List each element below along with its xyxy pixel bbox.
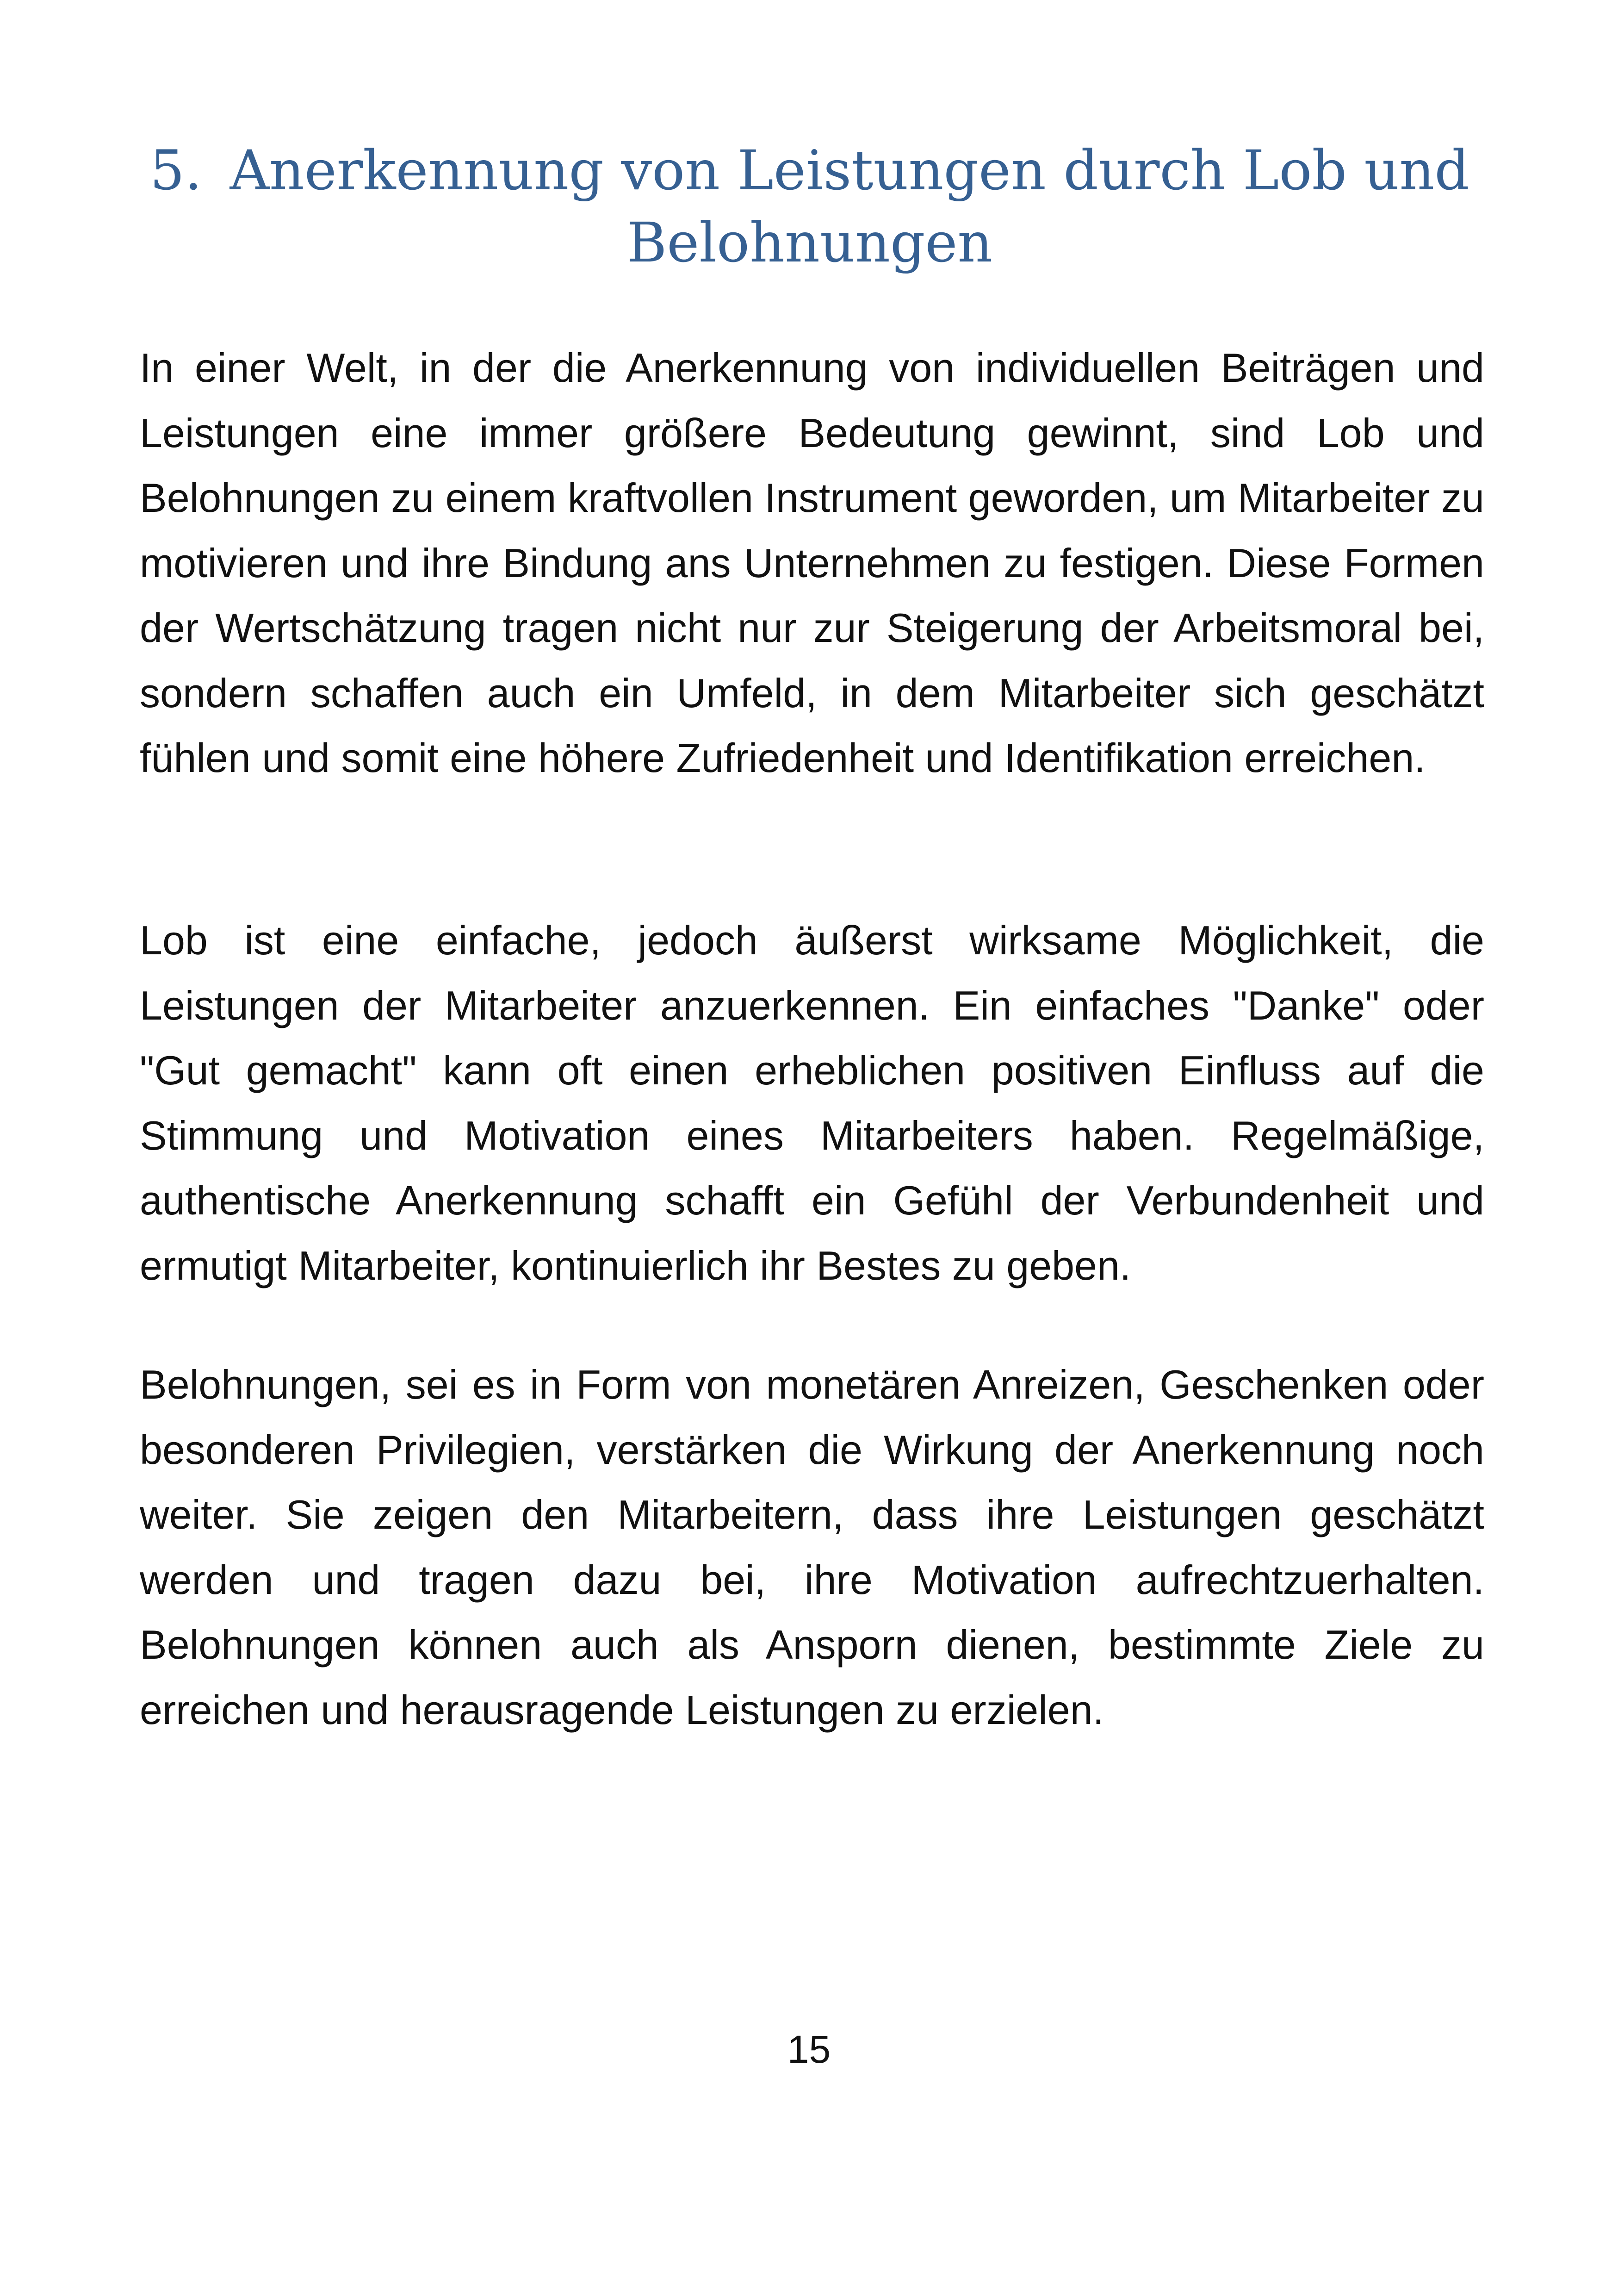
body-paragraph: Belohnungen, sei es in Form von monetären Anreizen, Geschenken oder besonderen Privilegien, verstärken die Wirkung der Anerkennung noch weiter. Sie zeigen den Mitarbeitern, dass ihre Leistungen geschätzt werden und tragen dazu bei, ihre Motivation aufrechtzuerhalten. Belohnungen können auch als Ansporn dienen, bestimmte Ziele zu erreichen und herausragende Leistungen zu erzielen. xyxy=(140,1362,1484,1733)
section-title-line-2: Belohnungen xyxy=(626,211,993,274)
page-number: 15 xyxy=(787,2028,831,2071)
body-paragraph: In einer Welt, in der die Anerkennung von individuellen Beiträgen und Leistungen eine immer größere Bedeutung gewinnt, sind Lob und Belohnungen zu einem kraftvollen Instrument geworden, um Mitarbeiter zu motivieren und ihre Bindung ans Unternehmen zu festigen. Diese Formen der Wertschätzung tragen nicht nur zur Steigerung der Arbeitsmoral bei, sondern schaffen auch ein Umfeld, in dem Mitarbeiter sich geschätzt fühlen und somit eine höhere Zufriedenheit und Identifikation erreichen. xyxy=(140,345,1484,781)
body-paragraph: Lob ist eine einfache, jedoch äußerst wirksame Möglichkeit, die Leistungen der Mitarbeiter anzuerkennen. Ein einfaches "Danke" oder "Gut gemacht" kann oft einen erheblichen positiven Einfluss auf die Stimmung und Motivation eines Mitarbeiters haben. Regelmäßige, authentische Anerkennung schafft ein Gefühl der Verbundenheit und ermutigt Mitarbeiter, kontinuierlich ihr Bestes zu geben. xyxy=(140,917,1484,1288)
section-heading xyxy=(139,134,1481,279)
section-title-line-1: Anerkennung von Leistungen durch Lob und xyxy=(229,138,1469,202)
section-number: 5. xyxy=(150,138,202,202)
